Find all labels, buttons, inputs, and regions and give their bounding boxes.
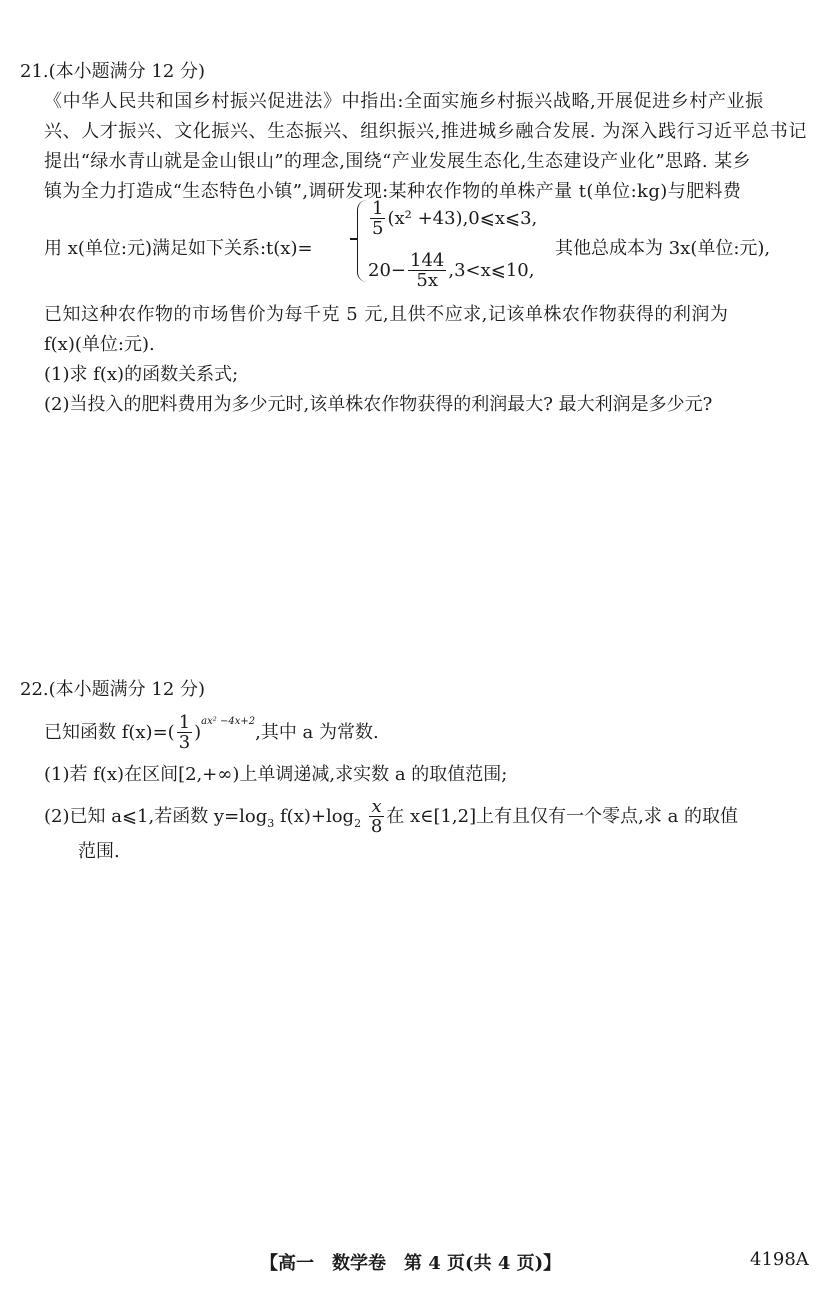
q22-function-definition: 已知函数 f(x)=( $\frac{1}{3}$ )$^{ax^2 -4x+2}$,其中 a 为常数. xyxy=(44,712,379,753)
piecewise-case-2: 20− $\frac{144}{5x}$ ,3<x⩽10, xyxy=(368,250,535,291)
q22-subquestion-2: (2)已知 a⩽1,若函数 $y=\log_3$ $f(x)+\log_2$ $\frac{x}{8}$ 在 x∈[1,2]上有且仅有一个零点,求 a 的取值 xyxy=(44,796,739,837)
q22-base-fraction: $\frac{1}{3}$ xyxy=(178,712,191,753)
q21-paragraph-line-3: 提出“绿水青山就是金山银山”的理念,围绕“产业发展生态化,生态建设产业化”思路. 某乡 xyxy=(44,151,751,172)
q21-header: 21.(本小题满分 12 分) xyxy=(20,61,206,82)
q22-subquestion-1: (1)若 f(x)在区间[2,+∞)上单调递减,求实数 a 的取值范围; xyxy=(44,764,508,785)
q21-other-cost: 其他总成本为 3x(单位:元), xyxy=(555,238,771,259)
q22-exponent: ax² −4x+2 xyxy=(201,716,256,727)
q21-paragraph-line-6: 已知这种农作物的市场售价为每千克 5 元,且供不应求,记该单株农作物获得的利润为 xyxy=(44,304,729,325)
q21-subquestion-2: (2)当投入的肥料费用为多少元时,该单株农作物获得的利润最大? 最大利润是多少元? xyxy=(44,394,713,415)
q21-paragraph-line-2: 兴、人才振兴、文化振兴、生态振兴、组织振兴,推进城乡融合发展. 为深入践行习近平总书记 xyxy=(44,121,807,142)
case2-fraction: $\frac{144}{5x}$ xyxy=(410,250,445,291)
paper-code: 4198A xyxy=(750,1249,809,1270)
q21-paragraph-line-1: 《中华人民共和国乡村振兴促进法》中指出:全面实施乡村振兴战略,开展促进乡村产业振 xyxy=(44,91,764,112)
q21-paragraph-line-7: f(x)(单位:元). xyxy=(44,334,155,355)
q21-paragraph-line-4: 镇为全力打造成“生态特色小镇”,调研发现:某种农作物的单株产量 t(单位:kg)与肥料费 xyxy=(44,181,742,202)
q22-log-fraction: $\frac{x}{8}$ xyxy=(370,796,383,837)
piecewise-case-1: $\frac{1}{5}$ (x² +43),0⩽x⩽3, xyxy=(372,198,538,239)
q22-header: 22.(本小题满分 12 分) xyxy=(20,679,206,700)
piecewise-brace xyxy=(357,200,368,282)
case1-fraction: $\frac{1}{5}$ xyxy=(372,198,384,239)
q21-subquestion-1: (1)求 f(x)的函数关系式; xyxy=(44,364,239,385)
q22-subquestion-2-continued: 范围. xyxy=(78,841,120,862)
q21-relation-lead: 用 x(单位:元)满足如下关系:t(x)= xyxy=(44,238,313,259)
page-footer: 【高一 数学卷 第 4 页(共 4 页)】 xyxy=(260,1253,562,1274)
